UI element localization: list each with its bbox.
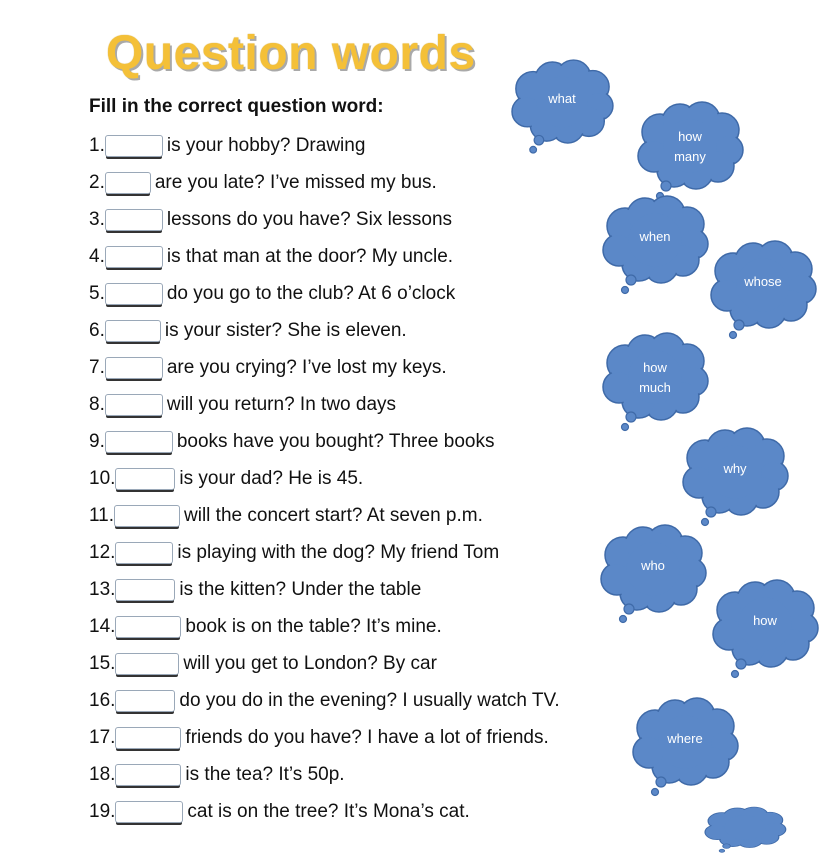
answer-blank[interactable] bbox=[105, 246, 163, 268]
cloud-word bbox=[711, 272, 815, 292]
question-number: 8. bbox=[89, 394, 105, 415]
word-cloud bbox=[603, 335, 707, 421]
question-text: will you return? In two days bbox=[166, 394, 397, 415]
question-number: 9. bbox=[89, 431, 105, 452]
question-text: do you do in the evening? I usually watch TV. bbox=[179, 690, 560, 711]
cloud-word bbox=[638, 127, 742, 167]
question-number: 14. bbox=[89, 616, 116, 637]
question-row bbox=[89, 762, 345, 788]
question-text: is the kitten? Under the table bbox=[179, 579, 422, 600]
answer-blank[interactable] bbox=[105, 357, 163, 379]
question-row bbox=[89, 688, 560, 714]
cloud-word bbox=[603, 358, 707, 398]
question-row bbox=[89, 466, 363, 492]
question-text: is playing with the dog? My friend Tom bbox=[177, 542, 500, 563]
question-row bbox=[89, 651, 437, 677]
cloud-word bbox=[512, 89, 612, 109]
question-number: 12. bbox=[89, 542, 116, 563]
cloud-word-line1: when bbox=[639, 229, 671, 244]
question-number: 19. bbox=[89, 801, 116, 822]
question-number: 4. bbox=[89, 246, 105, 267]
question-text: friends do you have? I have a lot of friends. bbox=[185, 727, 549, 748]
question-number: 11. bbox=[89, 505, 115, 526]
cloud-word-line2: much bbox=[639, 380, 671, 395]
question-text: will the concert start? At seven p.m. bbox=[184, 505, 483, 526]
cloud-word-line1: whose bbox=[744, 274, 782, 289]
word-cloud bbox=[713, 582, 817, 668]
word-cloud bbox=[512, 62, 612, 144]
question-row bbox=[89, 318, 407, 344]
question-row bbox=[89, 725, 549, 751]
word-cloud bbox=[638, 104, 742, 190]
cloud-word-line1: what bbox=[548, 91, 576, 106]
cloud-word bbox=[633, 729, 737, 749]
question-number: 3. bbox=[89, 209, 105, 230]
question-text: do you go to the club? At 6 o’clock bbox=[166, 283, 456, 304]
question-number: 13. bbox=[89, 579, 116, 600]
cloud-word-line1: where bbox=[667, 731, 703, 746]
word-cloud bbox=[601, 527, 705, 613]
question-text: lessons do you have? Six lessons bbox=[166, 209, 453, 230]
question-text: cat is on the tree? It’s Mona’s cat. bbox=[187, 801, 470, 822]
question-row bbox=[89, 244, 453, 270]
cloud-word-line2: many bbox=[674, 149, 706, 164]
answer-blank[interactable] bbox=[115, 542, 173, 564]
question-row bbox=[89, 133, 365, 159]
question-row bbox=[89, 170, 437, 196]
answer-blank[interactable] bbox=[105, 320, 161, 342]
word-cloud bbox=[711, 243, 815, 329]
cloud-word-line1: how bbox=[678, 129, 702, 144]
answer-blank[interactable] bbox=[115, 579, 175, 601]
question-row bbox=[89, 503, 483, 529]
answer-blank[interactable] bbox=[115, 801, 183, 823]
question-number: 15. bbox=[89, 653, 116, 674]
question-row bbox=[89, 281, 455, 307]
question-row bbox=[89, 207, 452, 233]
question-number: 1. bbox=[89, 135, 105, 156]
question-number: 7. bbox=[89, 357, 105, 378]
cloud-word bbox=[601, 556, 705, 576]
cloud-word-line1: how bbox=[643, 360, 667, 375]
question-row bbox=[89, 429, 494, 455]
question-number: 6. bbox=[89, 320, 105, 341]
answer-blank[interactable] bbox=[115, 653, 179, 675]
question-text: is your sister? She is eleven. bbox=[164, 320, 407, 341]
answer-blank[interactable] bbox=[115, 468, 175, 490]
answer-blank[interactable] bbox=[115, 727, 181, 749]
question-text: is your dad? He is 45. bbox=[179, 468, 364, 489]
answer-blank[interactable] bbox=[105, 283, 163, 305]
question-text: are you crying? I’ve lost my keys. bbox=[166, 357, 447, 378]
question-row bbox=[89, 799, 470, 825]
question-row bbox=[89, 355, 447, 381]
cloud-word bbox=[713, 611, 817, 631]
question-text: books have you bought? Three books bbox=[176, 431, 495, 452]
question-row bbox=[89, 392, 396, 418]
question-row bbox=[89, 577, 421, 603]
question-text: are you late? I’ve missed my bus. bbox=[154, 172, 437, 193]
question-number: 18. bbox=[89, 764, 116, 785]
question-number: 2. bbox=[89, 172, 105, 193]
question-number: 17. bbox=[89, 727, 116, 748]
question-text: will you get to London? By car bbox=[183, 653, 437, 674]
cloud-word bbox=[683, 459, 787, 479]
cloud-word-line1: who bbox=[641, 558, 665, 573]
instruction-text: Fill in the correct question word: bbox=[89, 96, 384, 117]
word-cloud bbox=[633, 700, 737, 786]
answer-blank[interactable] bbox=[105, 431, 173, 453]
cloud-word-line1: why bbox=[723, 461, 747, 476]
answer-blank[interactable] bbox=[115, 764, 181, 786]
question-text: is that man at the door? My uncle. bbox=[166, 246, 454, 267]
answer-blank[interactable] bbox=[115, 616, 181, 638]
question-number: 10. bbox=[89, 468, 116, 489]
cloud-word-line1: how bbox=[753, 613, 777, 628]
answer-blank[interactable] bbox=[105, 135, 163, 157]
question-number: 16. bbox=[89, 690, 116, 711]
answer-blank[interactable] bbox=[114, 505, 180, 527]
cloud-word bbox=[603, 227, 707, 247]
question-text: is your hobby? Drawing bbox=[166, 135, 366, 156]
word-cloud bbox=[683, 430, 787, 516]
worksheet-title: Question words bbox=[106, 27, 476, 80]
question-text: book is on the table? It’s mine. bbox=[185, 616, 442, 637]
question-row bbox=[89, 614, 442, 640]
question-row bbox=[89, 540, 499, 566]
word-cloud bbox=[603, 198, 707, 284]
answer-blank[interactable] bbox=[105, 209, 163, 231]
question-text: is the tea? It’s 50p. bbox=[185, 764, 345, 785]
word-cloud bbox=[705, 808, 785, 848]
cloud-shape-icon bbox=[705, 808, 785, 848]
answer-blank[interactable] bbox=[105, 394, 163, 416]
answer-blank[interactable] bbox=[105, 172, 151, 194]
answer-blank[interactable] bbox=[115, 690, 175, 712]
question-number: 5. bbox=[89, 283, 105, 304]
